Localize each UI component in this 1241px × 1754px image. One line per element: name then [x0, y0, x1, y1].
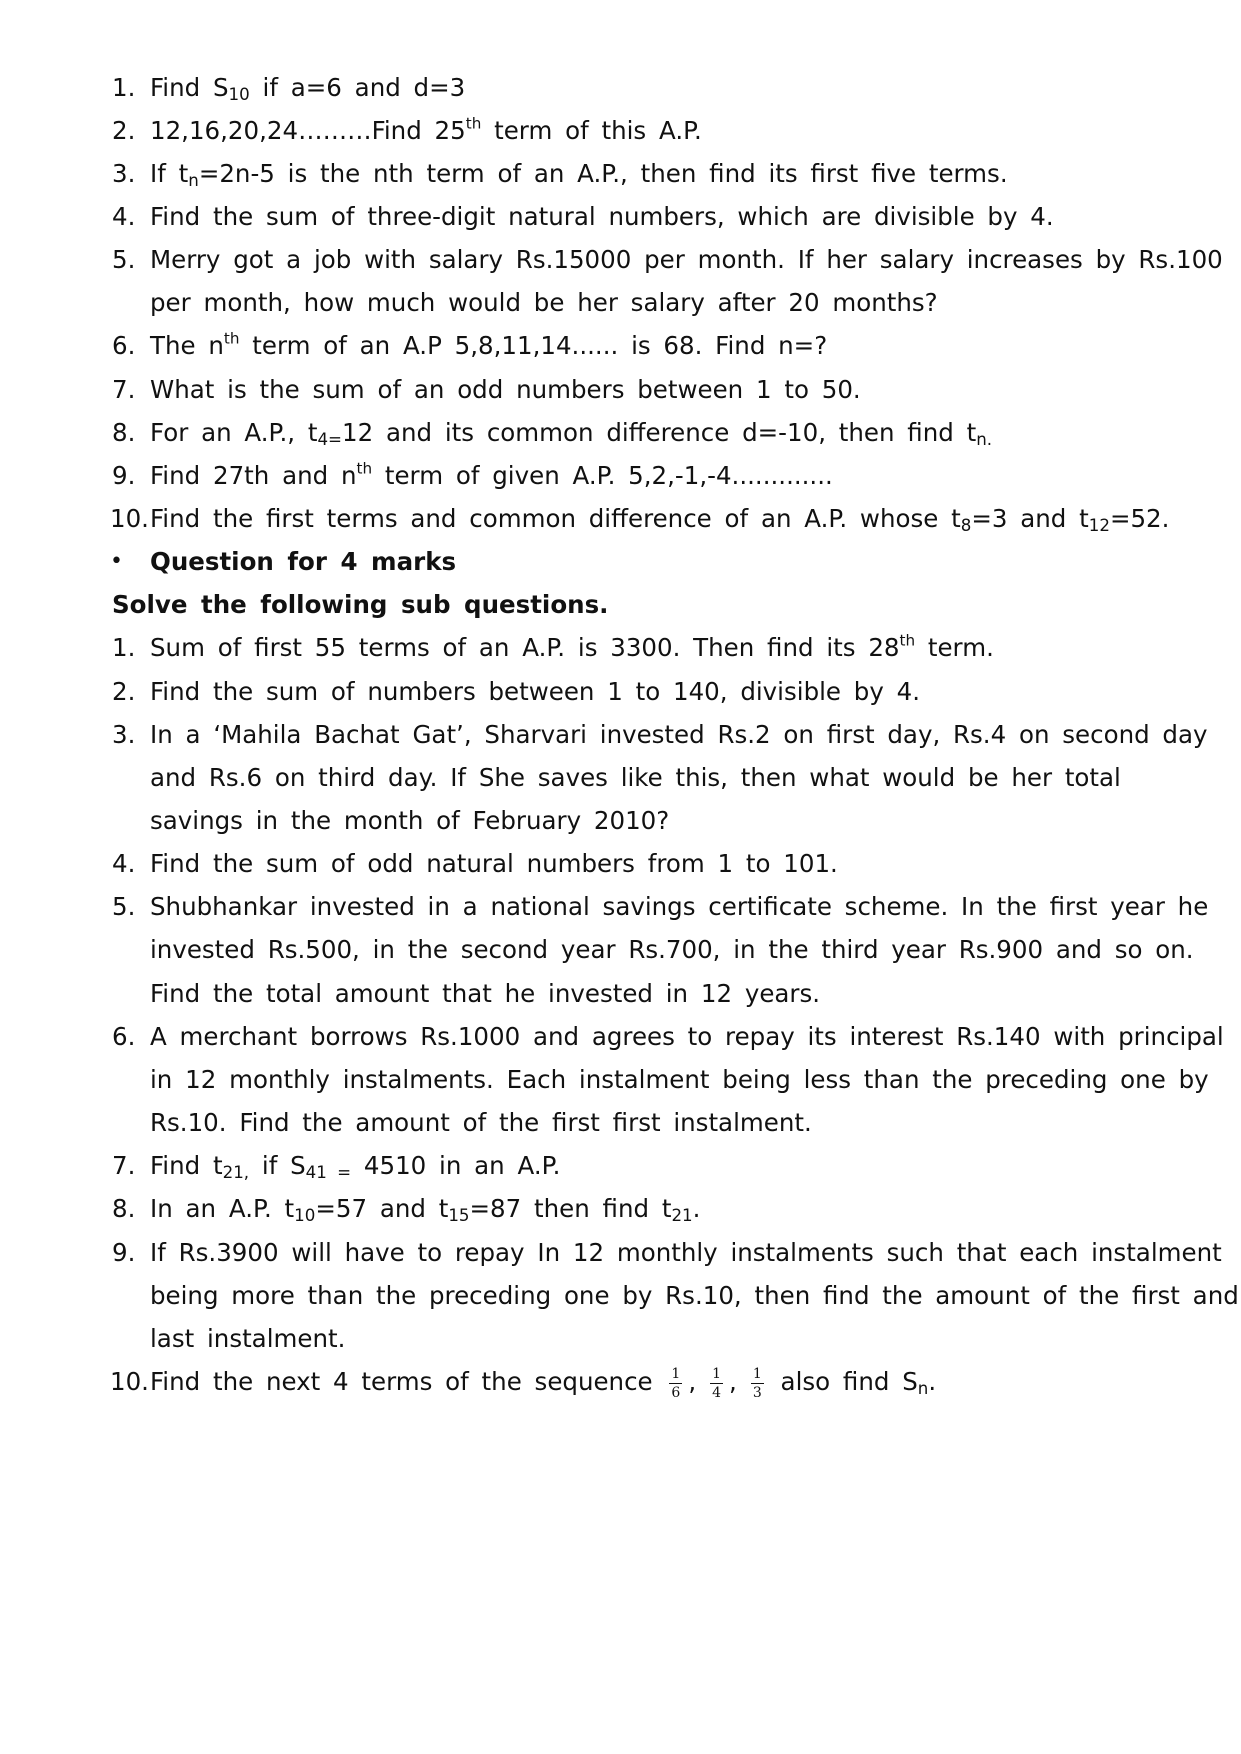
- question-text: Find 27th and $n^{th}$ term of given A.P. 5,2,-1,-4.............: [150, 459, 833, 490]
- question-line: [0, 840, 1241, 888]
- question-number: 2.: [112, 677, 136, 706]
- question-text: For an A.P., $t_{4=}12$ and its common difference d=-10, then find $t_{n.}$: [150, 418, 993, 450]
- bullet-icon: •: [110, 549, 123, 574]
- question-text: in 12 monthly instalments. Each instalment being less than the preceding one by: [150, 1065, 1209, 1094]
- question-line: [0, 1013, 1241, 1061]
- question-text: last instalment.: [150, 1324, 346, 1353]
- question-number: 10.: [110, 504, 149, 533]
- question-number: 10.: [110, 1367, 149, 1396]
- question-text: If $t_n=2n-5$ is the nth term of an A.P., then find its first five terms.: [150, 159, 1008, 191]
- question-text: Merry got a job with salary Rs.15000 per month. If her salary increases by Rs.100: [150, 245, 1223, 274]
- question-number: 3.: [112, 159, 136, 188]
- question-text: In a ‘Mahila Bachat Gat’, Sharvari invested Rs.2 on first day, Rs.4 on second day: [150, 720, 1208, 749]
- question-number: 2.: [112, 116, 136, 145]
- question-line: [0, 193, 1241, 241]
- question-text: Find the sum of numbers between 1 to 140, divisible by 4.: [150, 677, 920, 706]
- section-instruction: Solve the following sub questions.: [112, 590, 609, 619]
- question-line: [0, 64, 1241, 112]
- question-continuation: [0, 279, 1241, 327]
- question-text: invested Rs.500, in the second year Rs.700, in the third year Rs.900 and so on.: [150, 935, 1194, 964]
- question-number: 1.: [112, 73, 136, 102]
- question-text: being more than the preceding one by Rs.10, then find the amount of the first and: [150, 1281, 1239, 1310]
- question-continuation: [0, 1099, 1241, 1147]
- question-text: Find $S_{10}$ if a=6 and d=3: [150, 73, 466, 105]
- question-line: [0, 711, 1241, 759]
- question-line: [0, 624, 1241, 672]
- question-text: savings in the month of February 2010?: [150, 806, 670, 835]
- question-number: 1.: [112, 633, 136, 662]
- question-line: [0, 150, 1241, 198]
- question-text: per month, how much would be her salary after 20 months?: [150, 288, 938, 317]
- question-text: Shubhankar invested in a national savings certificate scheme. In the first year he: [150, 892, 1209, 921]
- question-text: Find the next 4 terms of the sequence $\frac{1}{6}$ , $\frac{1}{4}$ , $\frac{1}{3}$ also find $S_n$.: [150, 1365, 937, 1401]
- question-continuation: [0, 1272, 1241, 1320]
- question-number: 6.: [112, 331, 136, 360]
- question-number: 4.: [112, 202, 136, 231]
- question-text: A merchant borrows Rs.1000 and agrees to repay its interest Rs.140 with principal: [150, 1022, 1224, 1051]
- question-number: 7.: [112, 375, 136, 404]
- question-continuation: [0, 754, 1241, 802]
- question-number: 5.: [112, 892, 136, 921]
- question-line: [0, 495, 1241, 543]
- question-text: Sum of first 55 terms of an A.P. is 3300. Then find its 28th term.: [150, 631, 994, 662]
- question-number: 8.: [112, 1194, 136, 1223]
- question-line: [0, 409, 1241, 457]
- question-number: 9.: [112, 461, 136, 490]
- section-heading: [0, 538, 1241, 586]
- question-text: Rs.10. Find the amount of the first first instalment.: [150, 1108, 812, 1137]
- fraction-1-3: $\frac{1}{3}$: [752, 1365, 762, 1401]
- question-text: Find the sum of odd natural numbers from 1 to 101.: [150, 849, 838, 878]
- question-line: [0, 1142, 1241, 1190]
- question-line: [0, 366, 1241, 414]
- question-text: Find the first terms and common difference of an A.P. whose $t_8=3$ and $t_{12}=52$.: [150, 504, 1170, 536]
- question-text: and Rs.6 on third day. If She saves like this, then what would be her total: [150, 763, 1121, 792]
- question-continuation: [0, 1315, 1241, 1363]
- question-number: 7.: [112, 1151, 136, 1180]
- question-text: What is the sum of an odd numbers between 1 to 50.: [150, 375, 861, 404]
- question-text: Find the sum of three-digit natural numbers, which are divisible by 4.: [150, 202, 1054, 231]
- question-text: If Rs.3900 will have to repay In 12 monthly instalments such that each instalment: [150, 1238, 1222, 1267]
- question-line: [0, 452, 1241, 500]
- question-line: [0, 1185, 1241, 1233]
- fraction-1-6: $\frac{1}{6}$: [671, 1365, 681, 1401]
- question-number: 8.: [112, 418, 136, 447]
- question-number: 9.: [112, 1238, 136, 1267]
- fraction-1-4: $\frac{1}{4}$: [712, 1365, 722, 1401]
- question-text: Find $t_{21,}$ if $S_{41 =}$ 4510 in an A.P.: [150, 1151, 561, 1183]
- question-number: 3.: [112, 720, 136, 749]
- question-number: 6.: [112, 1022, 136, 1051]
- question-continuation: [0, 926, 1241, 974]
- question-line: [0, 1229, 1241, 1277]
- question-text: Find the total amount that he invested in 12 years.: [150, 979, 821, 1008]
- question-text: 12,16,20,24………Find 25th term of this A.P.: [150, 114, 702, 145]
- question-continuation: [0, 797, 1241, 845]
- question-line: [0, 107, 1241, 155]
- question-text: In an A.P. $t_{10}=57$ and $t_{15}=87$ then find $t_{21}$.: [150, 1194, 701, 1226]
- question-continuation: [0, 1056, 1241, 1104]
- section-title: Question for 4 marks: [150, 547, 457, 576]
- question-number: 5.: [112, 245, 136, 274]
- question-number: 4.: [112, 849, 136, 878]
- question-text: The $n^{th}$ term of an A.P 5,8,11,14...... is 68. Find n=?: [150, 329, 828, 360]
- question-line: [0, 1358, 1241, 1406]
- section-subheading: [0, 581, 1241, 629]
- question-line: [0, 668, 1241, 716]
- question-line: [0, 322, 1241, 370]
- question-line: [0, 883, 1241, 931]
- question-continuation: [0, 970, 1241, 1018]
- question-line: [0, 236, 1241, 284]
